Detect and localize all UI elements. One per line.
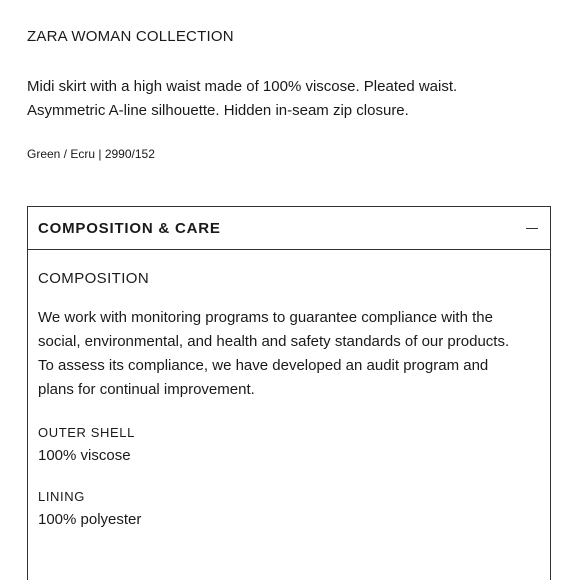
outer-shell-block bbox=[38, 424, 540, 467]
minus-icon[interactable] bbox=[526, 222, 538, 234]
product-description bbox=[27, 75, 557, 123]
color-reference: Green / Ecru | 2990/152 bbox=[27, 147, 155, 161]
description-line: Midi skirt with a high waist made of 100% viscose. Pleated waist. bbox=[27, 78, 458, 95]
outer-shell-label: OUTER SHELL bbox=[38, 425, 135, 440]
collection-title: ZARA WOMAN COLLECTION bbox=[27, 28, 234, 45]
accordion-header[interactable] bbox=[28, 207, 550, 250]
paragraph-line: social, environmental, and health and safety standards of our products. bbox=[38, 333, 510, 350]
accordion-title: COMPOSITION & CARE bbox=[38, 219, 221, 237]
accordion-body bbox=[28, 270, 550, 531]
composition-care-accordion bbox=[27, 206, 551, 580]
lining-block bbox=[38, 488, 540, 531]
composition-heading: COMPOSITION bbox=[38, 270, 150, 287]
lining-label: LINING bbox=[38, 489, 85, 504]
compliance-paragraph bbox=[38, 306, 540, 402]
description-line: Asymmetric A-line silhouette. Hidden in-seam zip closure. bbox=[27, 102, 409, 119]
paragraph-line: We work with monitoring programs to guarantee compliance with the bbox=[38, 309, 493, 326]
paragraph-line: plans for continual improvement. bbox=[38, 381, 255, 398]
lining-value: 100% polyester bbox=[38, 511, 142, 528]
outer-shell-value: 100% viscose bbox=[38, 447, 131, 464]
paragraph-line: To assess its compliance, we have developed an audit program and bbox=[38, 357, 489, 374]
